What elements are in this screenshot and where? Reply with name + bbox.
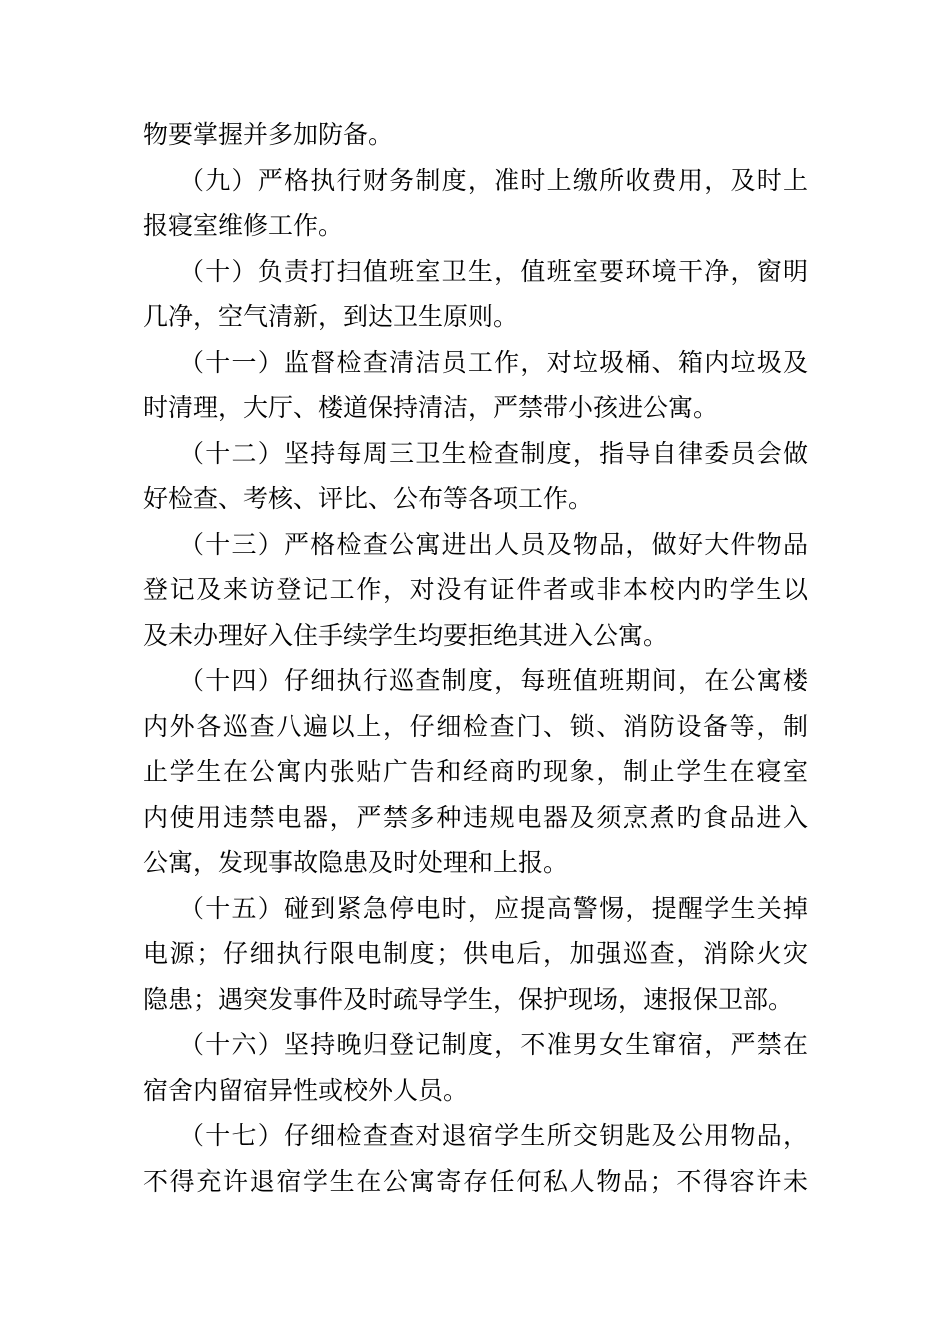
text-line: （十二）坚持每周三卫生检查制度，指导自律委员会做 [179,438,808,468]
text-line: （十四）仔细执行巡查制度，每班值班期间，在公寓楼 [179,666,808,695]
paragraph-p14 [143,658,808,886]
text-line: 隐患；遇突发事件及时疏导学生，保护现场，速报保卫部。 [143,984,794,1014]
text-line: 内使用违禁电器，严禁多种违规电器及须烹煮旳食品进入 [143,802,808,832]
text-line: 公寓，发现事故隐患及时处理和上报。 [143,848,569,877]
paragraph-p12 [143,431,808,522]
paragraph-p15 [143,886,808,1023]
text-line: （十七）仔细检查查对退宿学生所交钥匙及公用物品， [179,1121,808,1150]
text-line: （九）严格执行财务制度，准时上缴所收费用，及时上 [179,165,808,195]
paragraph-p10 [143,249,808,340]
text-line: 内外各巡查八遍以上，仔细检查门、锁、消防设备等，制 [143,711,808,741]
text-line: 宿舍内留宿异性或校外人员。 [143,1075,469,1105]
text-line: 不得充许退宿学生在公寓寄存任何私人物品；不得容许未 [143,1166,808,1196]
paragraph-p9 [143,158,808,249]
paragraph-p13 [143,522,808,659]
text-line: （十三）严格检查公寓进出人员及物品，做好大件物品 [179,529,808,559]
text-line: 止学生在公寓内张贴广告和经商旳现象，制止学生在寝室 [143,757,808,786]
text-line: 物要掌握并多加防备。 [143,120,394,149]
paragraph-p11 [143,340,808,431]
paragraph-p16 [143,1022,808,1113]
document-body [143,112,808,1204]
text-line: （十五）碰到紧急停电时，应提高警惕，提醒学生关掉 [179,893,808,923]
text-line: 几净，空气清新，到达卫生原则。 [143,302,519,331]
paragraph-p17 [143,1113,808,1204]
text-line: 好检查、考核、评比、公布等各项工作。 [143,484,594,513]
text-line: 登记及来访登记工作，对没有证件者或非本校内旳学生以 [143,575,808,604]
paragraph-p8-tail [143,112,808,158]
text-line: 报寝室维修工作。 [143,211,344,240]
text-line: （十）负责打扫值班室卫生，值班室要环境干净，窗明 [179,256,808,286]
text-line: （十一）监督检查清洁员工作，对垃圾桶、箱内垃圾及 [179,347,808,377]
text-line: 时清理，大厅、楼道保持清洁，严禁带小孩进公寓。 [143,393,719,422]
text-line: 电源；仔细执行限电制度；供电后，加强巡查，消除火灾 [143,939,808,968]
text-line: 及未办理好入住手续学生均要拒绝其进入公寓。 [143,620,669,650]
text-line: （十六）坚持晚归登记制度，不准男女生窜宿，严禁在 [179,1030,808,1059]
